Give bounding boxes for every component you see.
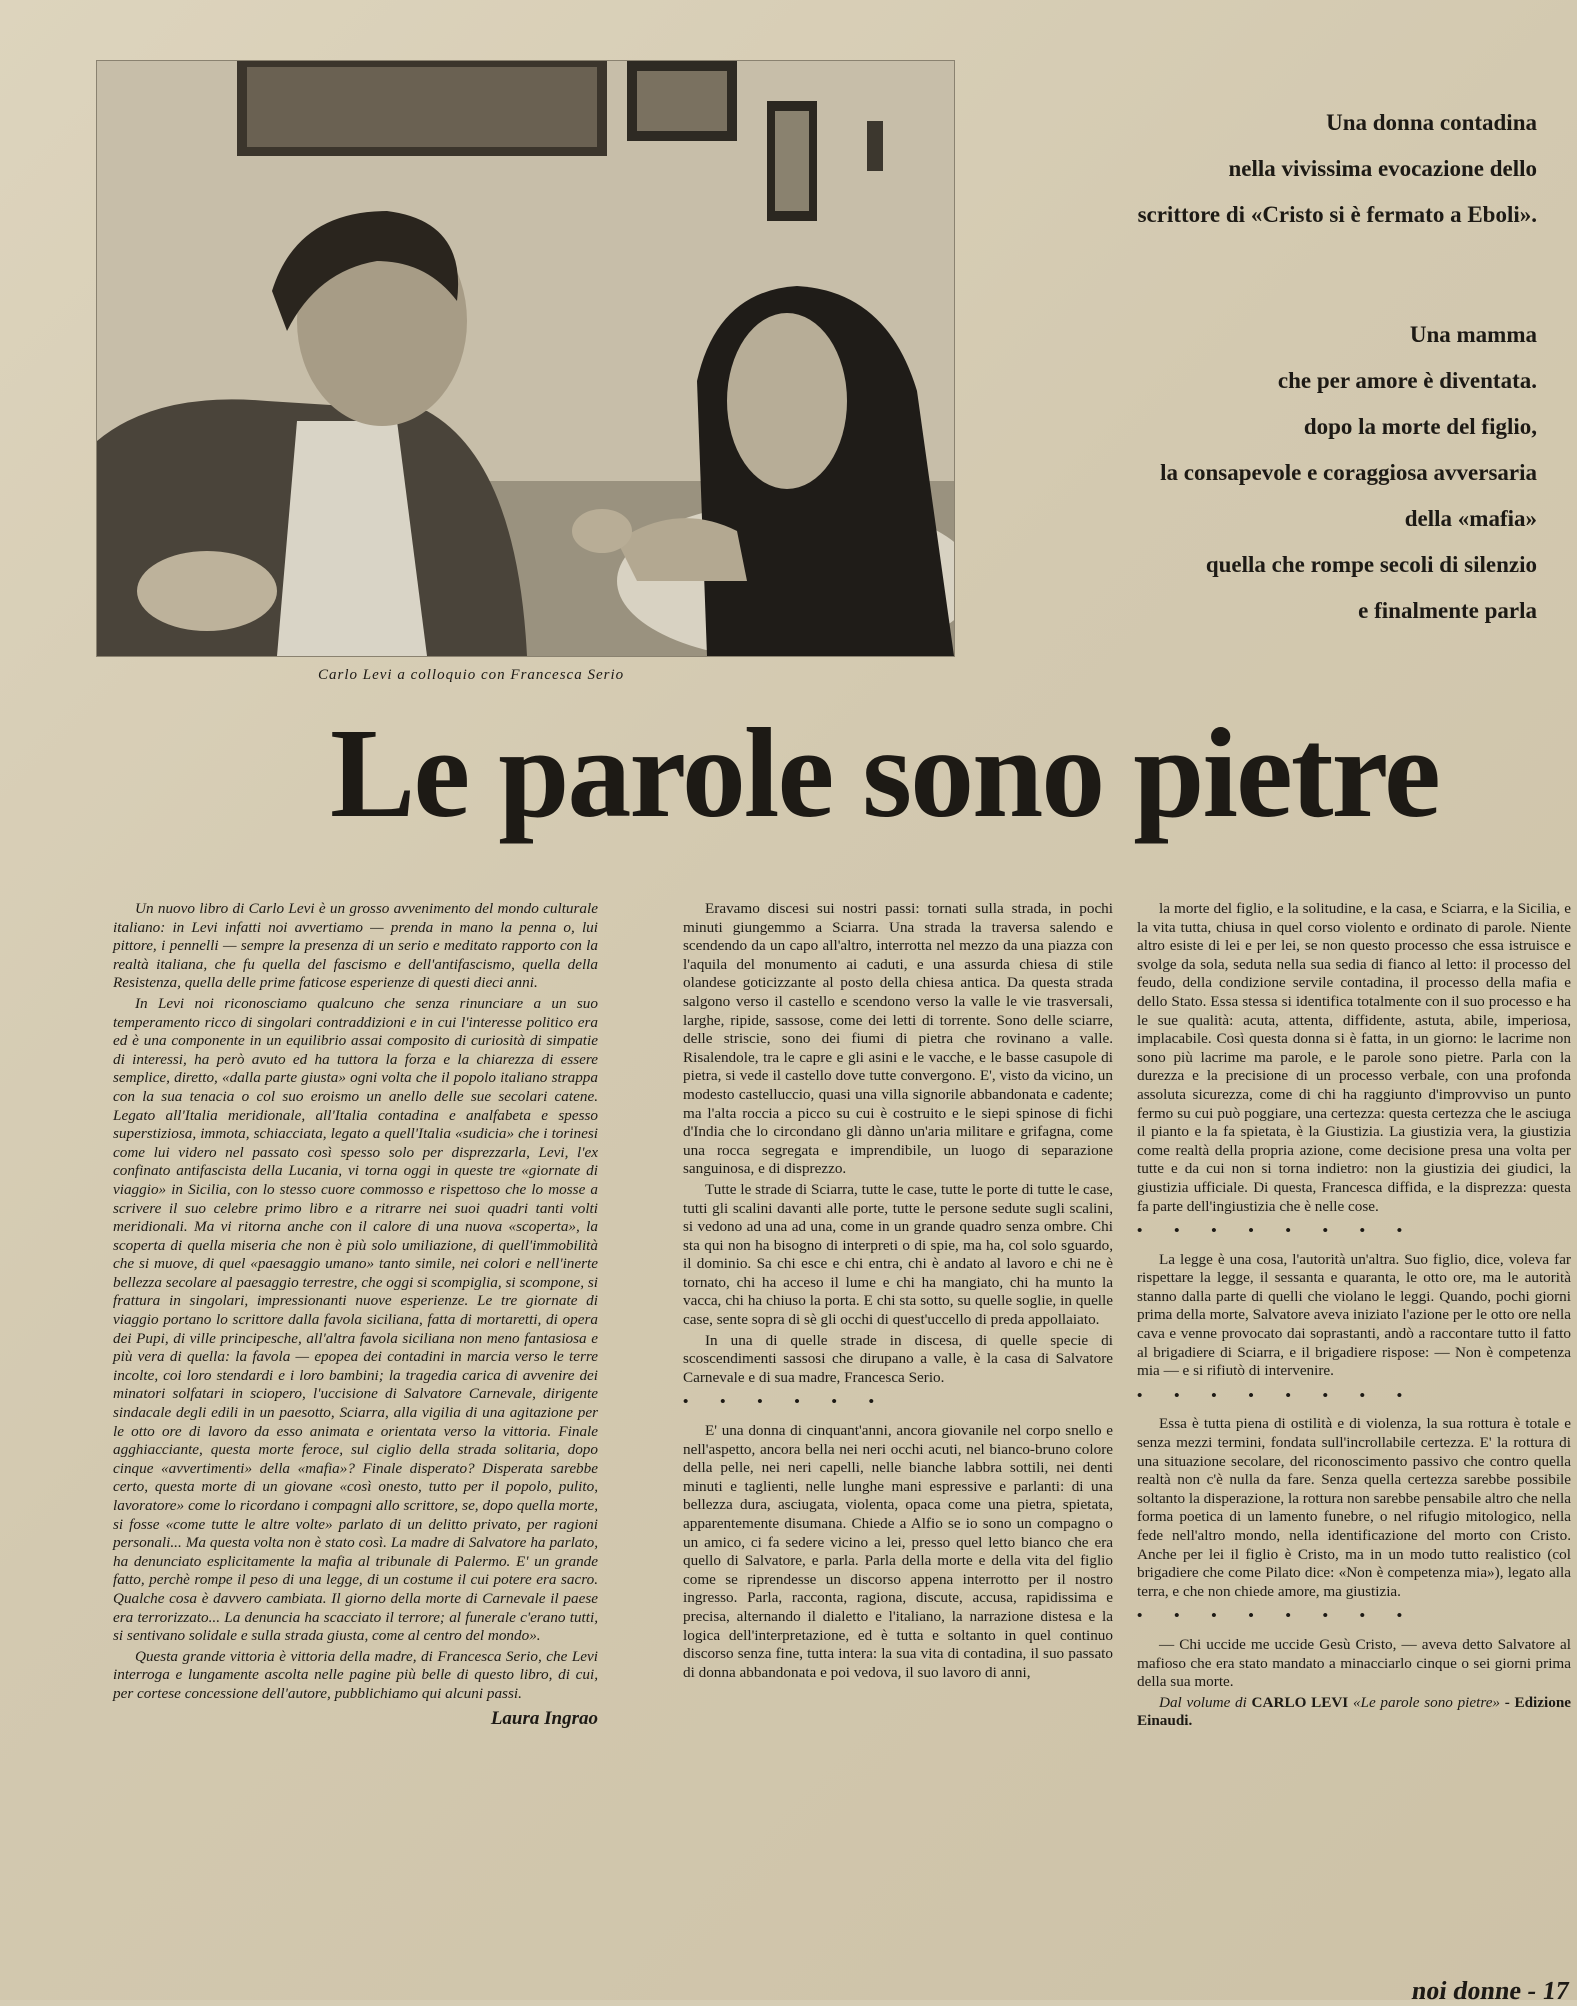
paragraph: la morte del figlio, e la solitudine, e la casa, e Sciarra, e la Sicilia, e la vita tutta, chiusa in quel corso violento e ordinato di parole. Niente altro esiste di lei e per lei, se non questo processo che essa istruisce e svolge da sola, seduta nella sua sedia di fianco al letto: il processo del feudo, della condizione servile contadina, il processo della mafia e dello Stato. Essa stessa si identifica totalmente con il suo processo e ha le sue qualità: acuta, attenta, diffidente, astuta, abile, imperiosa, implacabile. Così questa donna si è fatta, in un giorno: le lacrime non sono più lacrime ma parole, e le parole sono pietre. Parla con la durezza e la precisione di un processo verbale, con una profonda assoluta sicurezza, come di chi ha raggiunto d'improvviso un punto fermo su cui può poggiare, una certezza: questa certezza che le asciuga il pianto e la fa spietata, è la Giustizia. La giustizia vera, la giustizia come realtà della propria azione, come decisione presa una volta per tutte e da cui non si torna indietro: non la giustizia dei giudici, la giustizia ufficiale. Di questa, Francesca diffida, e la disprezza: questa fa parte dell'ingiustizia che è nelle cose. [1137, 900, 1571, 1215]
section-separator: • • • • • • • • [1137, 1386, 1417, 1404]
paragraph: Essa è tutta piena di ostilità e di violenza, la sua rottura è totale e senza mezzi termini, fondata sull'incrollabile certezza. E' la rottura di una situazione secolare, del riconoscimento passivo che contro quella realtà non c'è nulla da fare. Senza quella certezza sarebbe possibile soltanto la disperazione, la rottura non sarebbe pensabile altro che nella forma poetica di un lamento funebre, o nel rifugio mitologico, nella fede nell'altro mondo, nella identificazione del morto con Cristo. Anche per lei il figlio è Cristo, ma in un modo tutto realistico (col brigadiere che come Pilato dice: «Non è competenza mia»), legato alla terra, e che non chiede amore, ma giustizia. [1137, 1415, 1571, 1600]
article-column-3 [1137, 900, 1571, 1733]
intro-bottom-line: della «mafia» [1404, 506, 1537, 531]
page-number: noi donne - 17 [1410, 1976, 1572, 2005]
intro-top-line: scrittore di «Cristo si è fermato a Eboli». [1137, 202, 1537, 227]
intro-bottom-line: Una mamma [1409, 322, 1537, 347]
article-column-1 [113, 900, 598, 1728]
section-separator: • • • • • • [683, 1393, 888, 1411]
author-signature: Laura Ingrao [490, 1707, 598, 1729]
paragraph: In Levi noi riconosciamo qualcuno che senza rinunciare a un suo temperamento ricco di singolari contraddizioni e in cui l'interesse politico era ed è una componente in un equilibrio assai composito di curiosità di simpatie di interessi, ha però avuto ed ha tuttora la forza e la chiarezza di essere semplice, diretto, «dalla parte giusta» ogni volta che il popolo italiano strappa con la sua tenacia o col suo eroismo un anello delle sue secolari catene. Legato all'Italia meridionale, all'Italia contadina e analfabeta e spesso superstiziosa, immota, schiacciata, legato a quell'Italia «sudicia» che i torinesi come lui videro nel passato così spesso solo per disprezzarla, Levi, l'ex confinato antifascista della Lucania, vi torna oggi in queste tre «giornate di viaggio» in Sicilia, con lo stesso cuore commosso e rispettoso che lo mosse a scrivere il suo celebre primo libro e a ritrarre nei suoi quadri tanti volti meridionali. Ma vi ritorna anche con il calore di una nuova «scoperta», la scoperta di quella miseria che non è più solo umiliazione, di quell'immobilità che si muove, di quel «paesaggio umano» tanto simile, nei colori e nell'inerte bellezza secolare al paesaggio terrestre, che oggi si scompiglia, si scompone, si frattura in singolari, impressionanti nuove esperienze. Le tre giornate di viaggio portano lo scrittore dalla favola siciliana, fatta di mortaretti, di opera dei Pupi, di ville principesche, all'altra favola siciliana non meno fantasiosa e più vera di quella: la favola — epopea dei contadini in marcia verso le terre incolte, coi loro stendardi e i loro bambini; la tragedia carica di avvenire dei minatori solfatari in sciopero, l'uccisione di Salvatore Carnevale, dirigente sindacale degli edili in un paesotto, Sciarra, alla vigilia di una agitazione per le otto ore di lavoro da esso animata e orientata verso la vittoria. Finale agghiacciante, questa morte feroce, sul ciglio della strada solitaria, dopo cinque «avvertimenti» della «mafia»? Finale disperato? Disperata sarebbe certo, questa morte di un giovane «così onesto, tutto per il popolo, pulito, lavoratore» come lo ricordano i compagni allo scrittore, se, dopo quella morte, si fosse «come tutte le altre volte» parlato di un delitto privato, per ragioni personali... Ma questa volta non è stato così. La madre di Salvatore ha parlato, ha denunciato esplicitamente la mafia al tribunale di Palermo. E' un grande fatto, perchè rompe il peso di una legge, di un costume il cui potere era sacro. Qualche cosa è davvero cambiata. Il giorno della morte di Carnevale il paese era terrorizzato... La denuncia ha scacciato il terrore; al funerale c'erano tutti, si sentivano solidale e sulla strada giusta, come al centro del mondo». [113, 994, 598, 1645]
intro-bottom-line: quella che rompe secoli di silenzio [1205, 552, 1537, 577]
source-author: CARLO LEVI [1251, 1693, 1349, 1711]
paragraph: Questa grande vittoria è vittoria della madre, di Francesca Serio, che Levi interroga e lungamente ascolta nelle pagine più belle di questo libro, di cui, per cortese concessione dell'autore, pubblichiamo qui alcuni passi. [113, 1647, 598, 1702]
intro-bottom [977, 312, 1537, 634]
intro-top [977, 100, 1537, 238]
source-note [1137, 1694, 1571, 1731]
intro-bottom-line: la consapevole e coraggiosa avversaria [1160, 460, 1537, 485]
photo-carlo-levi-francesca-serio [96, 60, 955, 657]
source-publisher: - Edizione Einaudi. [1137, 1693, 1572, 1730]
source-title: «Le parole sono pietre» [1352, 1693, 1501, 1711]
intro-bottom-line: dopo la morte del figlio, [1303, 414, 1537, 439]
photo-illustration [97, 61, 954, 656]
paragraph: La legge è una cosa, l'autorità un'altra. Suo figlio, dice, voleva far rispettare la legge, il sessanta e quaranta, le otto ore, ma le autorità stanno dalla parte di quelli che violano le leggi. Quando, pochi giorni prima della morte, Salvatore aveva iniziato l'azione per le otto ore nella cava e venne provocato dai soprastanti, andò a raccontare tutto il fatto al brigadiere di Sciarra, e il brigadiere rispose: — Non è competenza mia — e si rifiutò di intervenire. [1137, 1250, 1571, 1380]
intro-top-line: Una donna contadina [1326, 110, 1537, 135]
section-separator: • • • • • • • • [1137, 1607, 1417, 1625]
paragraph: Un nuovo libro di Carlo Levi è un grosso avvenimento del mondo culturale italiano: in Levi infatti noi avvertiamo — prenda in mano la penna o, lui pittore, i pennelli — sempre la presenza di un serio e meditato rapporto con la realtà italiana, che fu quella del fascismo e dell'antifascismo, quella della Resistenza, quella delle prime faticose esperienze di questi dieci anni. [113, 900, 598, 992]
paragraph: Eravamo discesi sui nostri passi: tornati sulla strada, in pochi minuti giungemmo a Sciarra. Una strada la traversa salendo e scendendo da un capo all'altro, interrotta nel mezzo da una piazza con l'aquila del monumento ai caduti, e una assurda chiesa di stile olandese goticizzante al posto della chiesa antica. Da questa strada salgono verso il castello e scendono verso la valle le vie trasversali, larghe, ripide, sassose, come dei letti di torrente. Sono delle sciarre, delle striscie, sono dei fiumi di pietra che rovinano a valle. Risalendole, tra le capre e gli asini e le vacche, e le basse casupole di pietra, si vede il castello dove tutte convergono. E', visto da vicino, un modesto castelluccio, quasi una villa signorile abbandonata e cadente; ma l'alta roccia a picco su cui è costruito e le siepi spinose di fichi d'India che lo circondano gli dànno un'aria militare e grifagna, come una rocca segregata e imprendibile, un luogo di separazione sanguinosa, e di disprezzo. [683, 900, 1113, 1178]
intro-top-line: nella vivissima evocazione dello [1228, 156, 1537, 181]
paragraph: Tutte le strade di Sciarra, tutte le case, tutte le porte di tutte le case, tutti gli scalini davanti alle porte, tutte le persone sedute sugli scalini, si vedono ad una ad una, come in un grande quadro senza ombre. Chi sta qui non ha bisogno di interpreti o di spie, ma ha, col solo sguardo, il dominio. Sa chi esce e chi entra, chi è andato al lavoro e chi ne è tornato, chi ha acceso il lume e chi ha mangiato, chi ha munto la vacca, chi ha chiuso la porta. E chi sta sotto, su quelle soglie, in quelle case, sente sopra di sè gli occhi di quest'uccello di preda appollaiato. [683, 1180, 1113, 1329]
article-column-2 [683, 900, 1113, 1684]
paragraph: In una di quelle strade in discesa, di quelle specie di scoscendimenti sassosi che dirupano a valle, è la casa di Salvatore Carnevale e di sua madre, Francesca Serio. [683, 1331, 1113, 1386]
section-separator: • • • • • • • • [1137, 1222, 1417, 1240]
paragraph: — Chi uccide me uccide Gesù Cristo, — aveva detto Salvatore al mafioso che era stato mandato a minacciarlo cinque o sei giorni prima della sua morte. [1137, 1635, 1571, 1691]
source-prefix: Dal volume di [1159, 1693, 1247, 1711]
paragraph: E' una donna di cinquant'anni, ancora giovanile nel corpo snello e nell'aspetto, ancora bella nei neri occhi acuti, nel bianco-bruno colore della pelle, nei neri capelli, nelle bianche labbra sottili, nei denti minuti e taglienti, nelle lunghe mani espressive e parlanti: di una bellezza dura, asciugata, violenta, opaca come una pietra, spietata, apparentemente disumana. Chiede a Alfio se io sono un compagno o un amico, ci fa sedere vicino a lei, presso quel letto bianco che era quello di Salvatore, e parla. Parla della morte e della vita del figlio come se riprendesse un discorso appena interrotto per il nostro ingresso. Parla, racconta, ragiona, discute, accusa, rapidissima e precisa, alternando il dialetto e l'italiano, la narrazione distesa e la logica dell'interpretazione, ed è tutta e soltanto in quel continuo discorso senza fine, tutta intera: la sua vita di contadina, il suo passato di donna abbandonata e poi vedova, il suo lavoro di anni, [683, 1422, 1113, 1681]
article-headline: Le parole sono pietre [330, 702, 1439, 844]
photo-caption: Carlo Levi a colloquio con Francesca Serio [318, 667, 625, 683]
intro-bottom-line: e finalmente parla [1358, 598, 1537, 623]
intro-bottom-line: che per amore è diventata. [1277, 368, 1537, 393]
